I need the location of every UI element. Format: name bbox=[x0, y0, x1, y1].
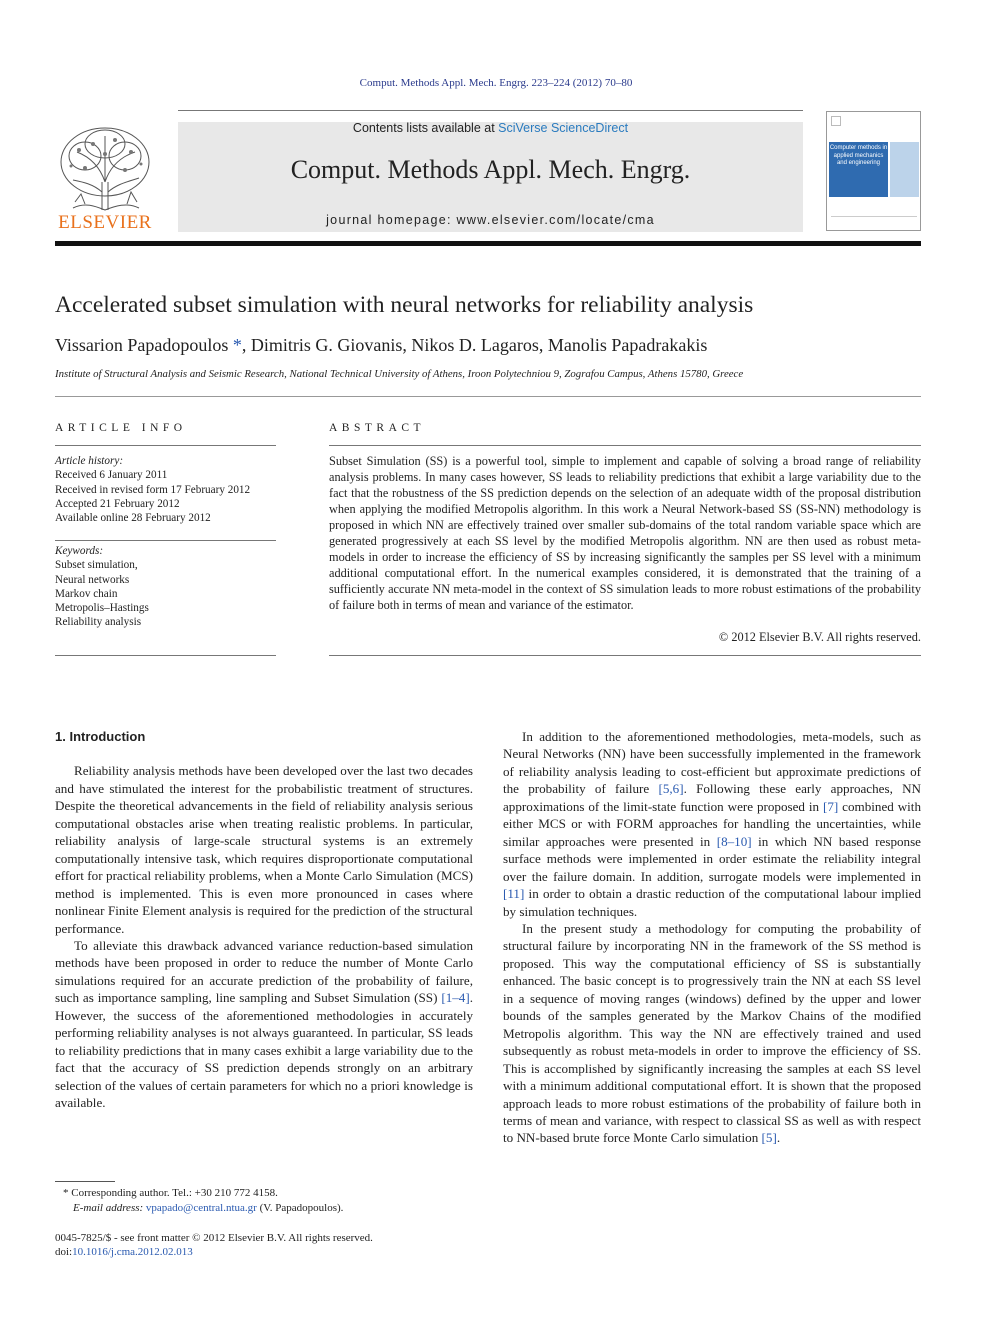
homepage-link[interactable]: www.elsevier.com/locate/cma bbox=[456, 213, 655, 227]
elsevier-wordmark[interactable]: ELSEVIER bbox=[58, 212, 152, 233]
citation-link[interactable]: [5] bbox=[761, 1130, 777, 1146]
footnote-mark: * bbox=[63, 1187, 69, 1199]
citation-link[interactable]: [1–4] bbox=[441, 990, 470, 1006]
paragraph-text: . bbox=[776, 1130, 781, 1146]
paragraph-text: . However, the success of the aforementioned methodologies in accurately performing reliability analyses is not always guaranteed. In particular, SS leads to reliability predictions that in many cases exhibit a large variability due to the fact that the accuracy of SS prediction depends strongly on an arbitrary selection of the values of certain parameters for which no a priori knowledge is available. bbox=[55, 990, 473, 1111]
citation-link[interactable]: [7] bbox=[822, 798, 839, 814]
body-column-right bbox=[503, 728, 921, 1147]
paragraph-text: in which NN based response surface methods were implemented in order estimate the reliability integral over the failure domain. In addition, surrogate models were implemented in bbox=[503, 833, 921, 884]
cover-panel bbox=[890, 142, 919, 197]
contents-line bbox=[178, 121, 803, 135]
header-top-rule bbox=[178, 110, 803, 111]
abstract-end-rule bbox=[329, 655, 921, 656]
issn-line: 0045-7825/$ - see front matter © 2012 Elsevier B.V. All rights reserved. bbox=[55, 1232, 373, 1244]
keyword: Metropolis–Hastings bbox=[55, 602, 149, 615]
article-info-rule bbox=[55, 445, 276, 446]
keywords-rule bbox=[55, 540, 276, 541]
keyword: Neural networks bbox=[55, 573, 130, 586]
paragraph-text: In the present study a methodology for computing the probability of structural failure by incorporating NN in the framework of the SS method is proposed. This way the computational efficiency of SS is substantially enhanced. The basic concept is to progressively train the NN at each SS level in a sequence of moving ranges (windows) defined by the upper and lower bounds of the samples generated by the Markov Chains of the modified Metropolis algorithm. This way the NN are effectively trained and used subsequently as robust meta-models in order to improve the efficiency of SS. This is accomplished by significantly increasing the samples at each SS level with a minimum additional computational effort. It is shown that the proposed approach leads to more robust estimations of the probability of failure both in terms of mean and variance, with respect to classical SS as well as with respect to NN-based brute force Monte Carlo simulation bbox=[503, 920, 921, 1146]
paragraph-text: combined with either MCS or with FORM approaches for handling the uncertainties, while similar approaches were presented in bbox=[503, 798, 921, 849]
body-column-left bbox=[55, 728, 473, 1112]
front-matter-info bbox=[55, 1231, 473, 1259]
author-list bbox=[55, 335, 955, 356]
sciencedirect-link[interactable]: SciVerse ScienceDirect bbox=[498, 121, 629, 135]
journal-citation[interactable]: Comput. Methods Appl. Mech. Engrg. 223–224 (2012) 70–80 bbox=[359, 77, 633, 89]
paragraph-text: in order to obtain a drastic reduction of the computational labour implied by simulation techniques. bbox=[503, 886, 921, 919]
doi-link[interactable]: 10.1016/j.cma.2012.02.013 bbox=[72, 1246, 193, 1258]
article-history bbox=[55, 454, 276, 525]
footnote bbox=[55, 1186, 473, 1216]
email-owner: (V. Papadopoulos). bbox=[256, 1202, 344, 1214]
doi-line bbox=[55, 1245, 473, 1259]
paper-title: Accelerated subset simulation with neural networks for reliability analysis bbox=[55, 292, 754, 318]
keywords-label: Keywords: bbox=[55, 545, 104, 557]
journal-cover-thumbnail[interactable] bbox=[826, 111, 921, 231]
citation-link[interactable]: [5,6] bbox=[658, 781, 684, 797]
header-bottom-rule bbox=[55, 241, 921, 246]
abstract-copyright: © 2012 Elsevier B.V. All rights reserved. bbox=[718, 630, 921, 644]
abstract-heading: ABSTRACT bbox=[329, 422, 426, 434]
contents-prefix: Contents lists available at bbox=[352, 121, 499, 135]
paragraph: Reliability analysis methods have been developed over the last two decades and have stimulated the interest for the probabilistic treatment of structures. Despite the theoretical advancements in the field of reliability analysis serious computational obstacles arise when treating realistic problems. In particular, reliability analysis of large-scale structural systems is an extremely computationally intensive task, which requires disproportionate computational effort for practical reliability problems, when a Monte Carlo Simulation (MCS) method is implemented. This is even more pronounced in cases where nonlinear Finite Element analysis is required for the prediction of the structural performance. bbox=[55, 763, 473, 936]
email-label: E-mail address: bbox=[73, 1202, 144, 1214]
cover-footer bbox=[831, 216, 917, 220]
corresponding-text: Corresponding author. Tel.: +30 210 772 4158. bbox=[68, 1187, 278, 1199]
footnote-rule bbox=[55, 1181, 115, 1182]
authors-rest: , Dimitris G. Giovanis, Nikos D. Lagaros, Manolis Papadrakakis bbox=[241, 335, 708, 355]
keyword: Markov chain bbox=[55, 587, 118, 600]
keywords bbox=[55, 544, 276, 630]
corresponding-author-mark[interactable]: * bbox=[232, 335, 242, 355]
paragraph-text: . Following these early approaches, NN approximations of the limit-state function were proposed in bbox=[503, 781, 921, 814]
history-accepted: Accepted 21 February 2012 bbox=[55, 497, 180, 510]
homepage-prefix: journal homepage: bbox=[326, 213, 457, 227]
cover-logo bbox=[831, 116, 841, 126]
author-1: Vissarion Papadopoulos bbox=[55, 335, 229, 355]
abstract-text: Subset Simulation (SS) is a powerful tool, simple to implement and capable of solving a broad range of reliability analysis problems. In many cases however, SS leads to reliability predictions that exhibit a large variability due to the fact that the robustness of the SS prediction depends on the selection of an adequate width of the proposal distribution when applying the modified Metropolis algorithm. In this work a Neural Network-based SS (SS-NN) methodology is proposed in which NN are effectively trained over smaller sub-domains of the total random variable space which are generated progressively at each SS level by the modified Metropolis algorithm. NN are then used as robust meta-models in order to increase the efficiency of SS by increasing significantly the samples per SS level with a minimum additional computational effort. In the numerical examples considered, it is demonstrated that the training of a sufficiently accurate NN meta-model in the context of SS simulation leads to more robust estimations of the probability of failure both in terms of mean and variance of the estimator. bbox=[329, 454, 921, 612]
corresponding-author-note bbox=[55, 1186, 473, 1201]
citation-link[interactable]: [8–10] bbox=[716, 833, 752, 849]
journal-homepage bbox=[178, 213, 803, 227]
journal-name: Comput. Methods Appl. Mech. Engrg. bbox=[290, 155, 691, 184]
email-link[interactable]: vpapado@central.ntua.gr bbox=[145, 1202, 257, 1214]
affiliation: Institute of Structural Analysis and Seismic Research, National Technical University of Athens, Iroon Polytechniou 9, Zografou Campus, Athens 15780, Greece bbox=[55, 368, 744, 380]
citation-link[interactable]: [11] bbox=[503, 886, 525, 902]
email-note bbox=[55, 1201, 473, 1216]
keyword: Subset simulation, bbox=[55, 559, 138, 572]
paragraph bbox=[55, 937, 473, 1112]
abstract-rule bbox=[329, 445, 921, 446]
paragraph bbox=[503, 920, 921, 1147]
keyword: Reliability analysis bbox=[55, 616, 142, 629]
doi-prefix: doi: bbox=[55, 1246, 73, 1258]
title-divider bbox=[55, 396, 921, 397]
article-info-end-rule bbox=[55, 655, 276, 656]
article-info-heading: ARTICLE INFO bbox=[55, 422, 187, 434]
history-received: Received 6 January 2011 bbox=[55, 469, 168, 482]
paragraph-text: In addition to the aforementioned methodologies, meta-models, such as Neural Networks (NN) have been successfully implemented in the framework of reliability analysis leading to cost-efficient but approximate predictions of the probability of failure bbox=[503, 729, 921, 797]
history-online: Available online 28 February 2012 bbox=[55, 512, 211, 525]
history-revised: Received in revised form 17 February 2012 bbox=[55, 483, 251, 496]
paragraph-text: To alleviate this drawback advanced variance reduction-based simulation methods have been proposed in order to reduce the number of Monte Carlo simulations required for an accurate prediction of the probability of failure, such as importance sampling, line sampling and Subset Simulation (SS) bbox=[55, 937, 473, 1006]
paragraph bbox=[503, 728, 921, 920]
cover-title: Computer methods in applied mechanics and engineering bbox=[829, 142, 888, 197]
history-label: Article history: bbox=[55, 455, 124, 467]
section-heading-introduction: 1. Introduction bbox=[55, 729, 146, 744]
